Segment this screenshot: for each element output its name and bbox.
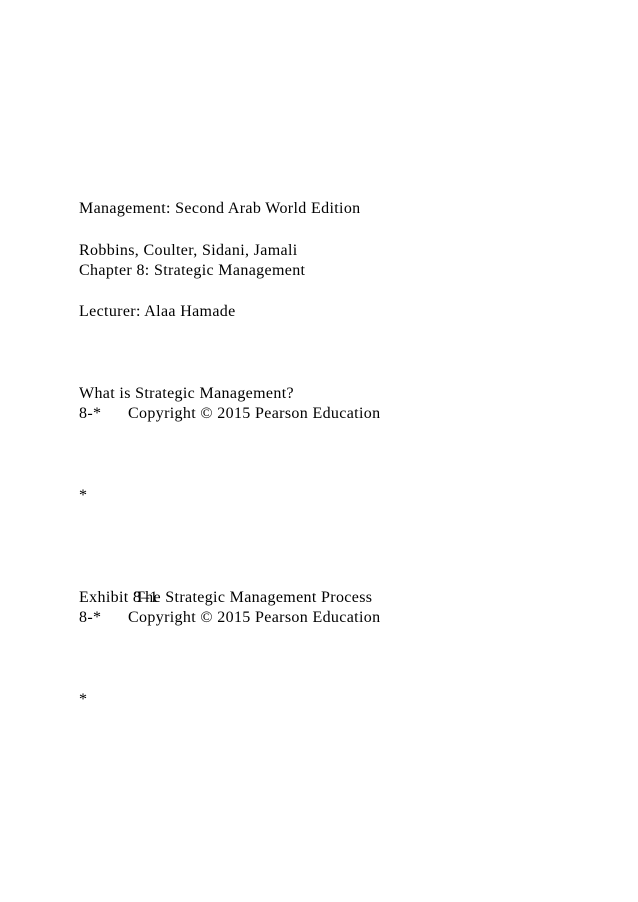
copyright-text: Copyright © 2015 Pearson Education — [128, 405, 381, 422]
slide-footer — [79, 608, 380, 628]
slide-footer — [79, 404, 380, 424]
slide-marker: * — [79, 487, 88, 504]
slide-ref: 8-* — [79, 405, 102, 422]
chapter-title: Chapter 8: Strategic Management — [79, 262, 306, 279]
slide-heading: What is Strategic Management? — [79, 385, 294, 402]
exhibit-heading — [79, 588, 372, 608]
exhibit-number: Exhibit 8–1 — [79, 589, 158, 606]
exhibit-title: The Strategic Management Process — [135, 589, 373, 606]
lecturer-line: Lecturer: Alaa Hamade — [79, 303, 236, 320]
slide-marker: * — [79, 691, 88, 708]
book-title: Management: Second Arab World Edition — [79, 200, 361, 217]
copyright-text: Copyright © 2015 Pearson Education — [128, 609, 381, 626]
authors-line: Robbins, Coulter, Sidani, Jamali — [79, 242, 298, 259]
slide-ref: 8-* — [79, 609, 102, 626]
